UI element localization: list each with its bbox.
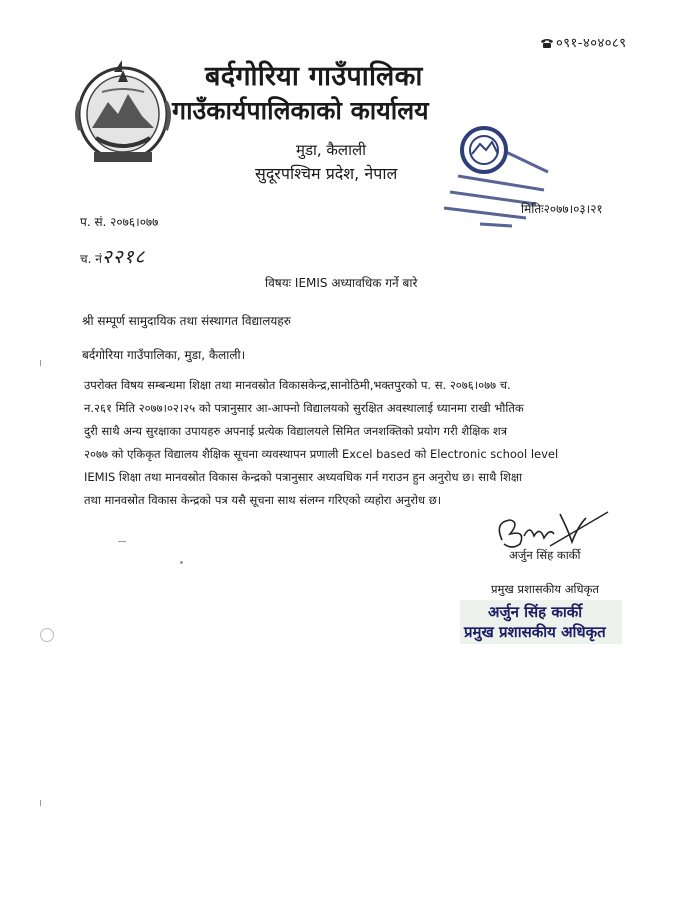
body-line: IEMIS शिक्षा तथा मानवस्रोत विकास केन्द्रको पत्रानुसार अध्यवधिक गर्न गराउन हुन अनुरोध छ। साथै शिक्षा: [84, 470, 523, 484]
letter-body: [84, 374, 624, 512]
nepal-emblem-icon: [66, 52, 180, 170]
letter-date: मितिः२०७७।०३।२१: [521, 202, 603, 216]
telephone-icon: [540, 38, 554, 48]
signer-name: अर्जुन सिंह कार्की: [509, 548, 581, 562]
punch-hole-mark: [40, 628, 54, 642]
signer-title: प्रमुख प्रशासकीय अधिकृत: [491, 582, 599, 596]
scan-mark: [40, 360, 41, 366]
name-stamp: [460, 600, 622, 644]
body-line: २०७७ को एकिकृत विद्यालय शैक्षिक सूचना व्यवस्थापन प्रणाली Excel based को Electronic school level: [84, 447, 559, 461]
body-line: उपरोक्त विषय सम्बन्धमा शिक्षा तथा मानवस्रोत विकासकेन्द्र,सानोठिमी,भक्तपुरको प. स. २०७६।०७७ च.: [84, 378, 511, 392]
body-line: तथा मानवस्रोत विकास केन्द्रको पत्र यसै सूचना साथ संलग्न गरिएको व्यहोरा अनुरोध छ।: [84, 493, 442, 507]
scan-mark: [180, 561, 183, 564]
fiscal-year: प. सं. २०७६।०७७: [80, 215, 159, 229]
letterhead-place: मुडा, कैलाली: [296, 141, 367, 159]
body-line: दुरी साथै अन्य सुरक्षाका उपायहरु अपनाई प्रत्येक विद्यालयले सिमित जनशक्तिको प्रयोग गरी शैक्षिक शत्र: [84, 424, 508, 438]
stamp-title: प्रमुख प्रशासकीय अधिकृत: [464, 623, 606, 641]
letterhead-office-name: गाउँकार्यपालिकाको कार्यालय: [172, 96, 429, 125]
reference-handwritten: २२१८: [101, 246, 146, 268]
letter-address: बर्दगोरिया गाउँपालिका, मुडा, कैलाली।: [82, 348, 246, 362]
body-line: न.२६१ मिति २०७७।०२।२५ को पत्रानुसार आ-आफ्नो विद्यालयको सुरक्षित अवस्थालाई ध्यानमा राखी भौतिक: [84, 401, 524, 415]
scan-mark: [118, 541, 126, 542]
phone-number-text: ०९१-४०४०८९: [556, 36, 627, 51]
scan-mark: [40, 800, 41, 806]
reference-prefix: च. नं: [80, 252, 102, 266]
stamp-name: अर्जुन सिंह कार्की: [488, 603, 583, 621]
letterhead-org-name: बर्दगोरिया गाउँपालिका: [205, 61, 423, 92]
letterhead-province: सुदूरपश्चिम प्रदेश, नेपाल: [255, 164, 398, 183]
phone-number: [540, 33, 627, 51]
letter-recipient: श्री सम्पूर्ण सामुदायिक तथा संस्थागत विद्यालयहरु: [82, 314, 291, 328]
letter-subject: विषयः IEMIS अध्यावधिक गर्ने बारे: [265, 276, 418, 290]
reference-number: [80, 243, 145, 269]
